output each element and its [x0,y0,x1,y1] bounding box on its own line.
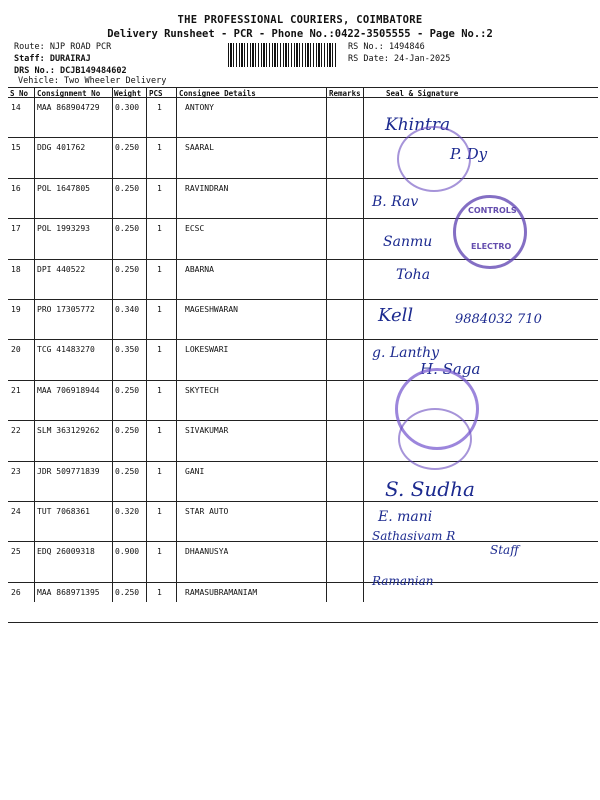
row-border [8,299,598,300]
handwritten-signature: Sanmu [383,234,433,251]
row-consignment-no: TUT 7068361 [37,507,90,516]
col-divider [326,87,327,602]
row-consignment-no: POL 1993293 [37,224,90,234]
row-border [8,380,598,381]
row-border [8,137,598,138]
row-sno: 20 [11,345,21,355]
vehicle-label: Vehicle: Two Wheeler Delivery [18,76,167,86]
row-sno: 25 [11,547,21,557]
row-sno: 16 [11,183,21,193]
row-consignment-no: EDQ 26009318 [37,547,95,557]
handwritten-staff-note: Staff [490,543,519,557]
row-consignee: SIVAKUMAR [185,426,229,436]
row-sno: 26 [11,587,21,597]
row-sno: 23 [11,466,21,476]
row-weight: 0.250 [115,264,140,274]
row-weight: 0.250 [115,143,140,153]
row-border [8,622,598,623]
row-border [8,501,598,502]
row-sno: 19 [11,305,21,314]
row-pcs: 1 [157,345,162,355]
seal-stamp [398,408,472,470]
row-consignment-no: DPI 440522 [37,264,86,274]
row-pcs: 1 [157,507,162,516]
handwritten-phone-note: 9884032 710 [455,312,542,327]
row-consignment-no: JDR 509771839 [37,466,100,476]
row-weight: 0.250 [115,466,140,476]
row-consignee: RAVINDRAN [185,183,229,193]
header-consignee: Consignee Details [179,89,256,98]
stamp-text: CONTROLS [468,206,517,215]
row-border [8,178,598,179]
row-pcs: 1 [157,143,162,153]
row-consignee: DHAANUSYA [185,547,229,557]
col-divider [363,87,364,602]
row-consignee: LOKESWARI [185,345,229,355]
rs-number: RS No.: 1494846 [348,42,425,52]
handwritten-signature: Ramanian [372,573,434,588]
row-consignment-no: TCG 41483270 [37,345,95,355]
col-divider [146,87,147,602]
handwritten-signature: g. Lanthy [372,345,440,362]
row-sno: 18 [11,264,21,274]
handwritten-signature: E. mani [378,509,433,525]
row-weight: 0.250 [115,183,140,193]
row-pcs: 1 [157,466,162,476]
row-consignee: GANI [185,466,205,476]
row-consignment-no: DDG 401762 [37,143,86,153]
row-consignee: RAMASUBRAMANIAM [185,587,258,597]
row-weight: 0.350 [115,345,140,355]
row-consignment-no: MAA 706918944 [37,385,100,395]
row-weight: 0.300 [115,103,140,112]
row-consignee: SKYTECH [185,385,219,395]
row-consignee: STAR AUTO [185,507,229,516]
row-pcs: 1 [157,264,162,274]
row-consignee: ECSC [185,224,205,234]
row-consignment-no: MAA 868971395 [37,587,100,597]
row-pcs: 1 [157,547,162,557]
row-pcs: 1 [157,183,162,193]
handwritten-signature: S. Sudha [385,476,475,501]
handwritten-signature: H. Saga [420,359,481,378]
header-consignment: Consignment No [37,89,101,98]
col-divider [34,87,35,602]
handwritten-signature: B. Rav [372,193,419,210]
barcode [228,43,338,67]
row-sno: 21 [11,385,21,395]
row-pcs: 1 [157,587,162,597]
col-divider [112,87,113,602]
handwritten-signature: P. Dy [450,145,488,164]
header-remarks: Remarks [329,89,361,98]
row-consignee: MAGESHWARAN [185,305,238,314]
row-weight: 0.250 [115,224,140,234]
row-consignment-no: POL 1647805 [37,183,90,193]
staff-label: Staff: DURAIRAJ [14,54,91,64]
row-weight: 0.340 [115,305,140,314]
handwritten-signature: Kell [378,305,414,326]
header-sno: S No [10,89,29,98]
handwritten-signature: Toha [396,266,431,283]
header-seal: Seal & Signature [386,89,459,98]
row-weight: 0.250 [115,385,140,395]
row-border [8,339,598,340]
row-consignee: ANTONY [185,103,214,112]
row-sno: 17 [11,224,21,234]
row-sno: 14 [11,103,21,112]
row-weight: 0.900 [115,547,140,557]
rs-date: RS Date: 24-Jan-2025 [348,54,451,64]
handwritten-signature: Sathasivam R [372,529,456,544]
row-pcs: 1 [157,103,162,112]
row-pcs: 1 [157,224,162,234]
header-pcs: PCS [149,89,163,98]
row-sno: 24 [11,507,21,516]
row-weight: 0.250 [115,587,140,597]
route-label: Route: NJP ROAD PCR [14,42,112,52]
row-consignment-no: MAA 868904729 [37,103,100,112]
row-consignee: SAARAL [185,143,214,153]
row-weight: 0.250 [115,426,140,436]
row-border [8,582,598,583]
row-sno: 15 [11,143,21,153]
company-title: THE PROFESSIONAL COURIERS, COIMBATORE [177,14,423,26]
row-pcs: 1 [157,385,162,395]
row-sno: 22 [11,426,21,436]
col-divider [176,87,177,602]
runsheet-subtitle: Delivery Runsheet - PCR - Phone No.:0422-3505555 - Page No.:2 [107,28,493,40]
row-weight: 0.320 [115,507,140,516]
row-consignment-no: PRO 17305772 [37,305,95,314]
row-pcs: 1 [157,426,162,436]
row-consignment-no: SLM 363129262 [37,426,100,436]
row-pcs: 1 [157,305,162,314]
header-weight: Weight [114,89,142,98]
row-border [8,420,598,421]
handwritten-signature: Khintra [385,115,451,135]
row-consignee: ABARNA [185,264,214,274]
stamp-text: ELECTRO [471,242,512,251]
row-border [8,461,598,462]
drs-number: DRS No.: DCJB149484602 [14,66,127,76]
table-top-border [8,87,598,88]
seal-stamp [397,126,471,192]
